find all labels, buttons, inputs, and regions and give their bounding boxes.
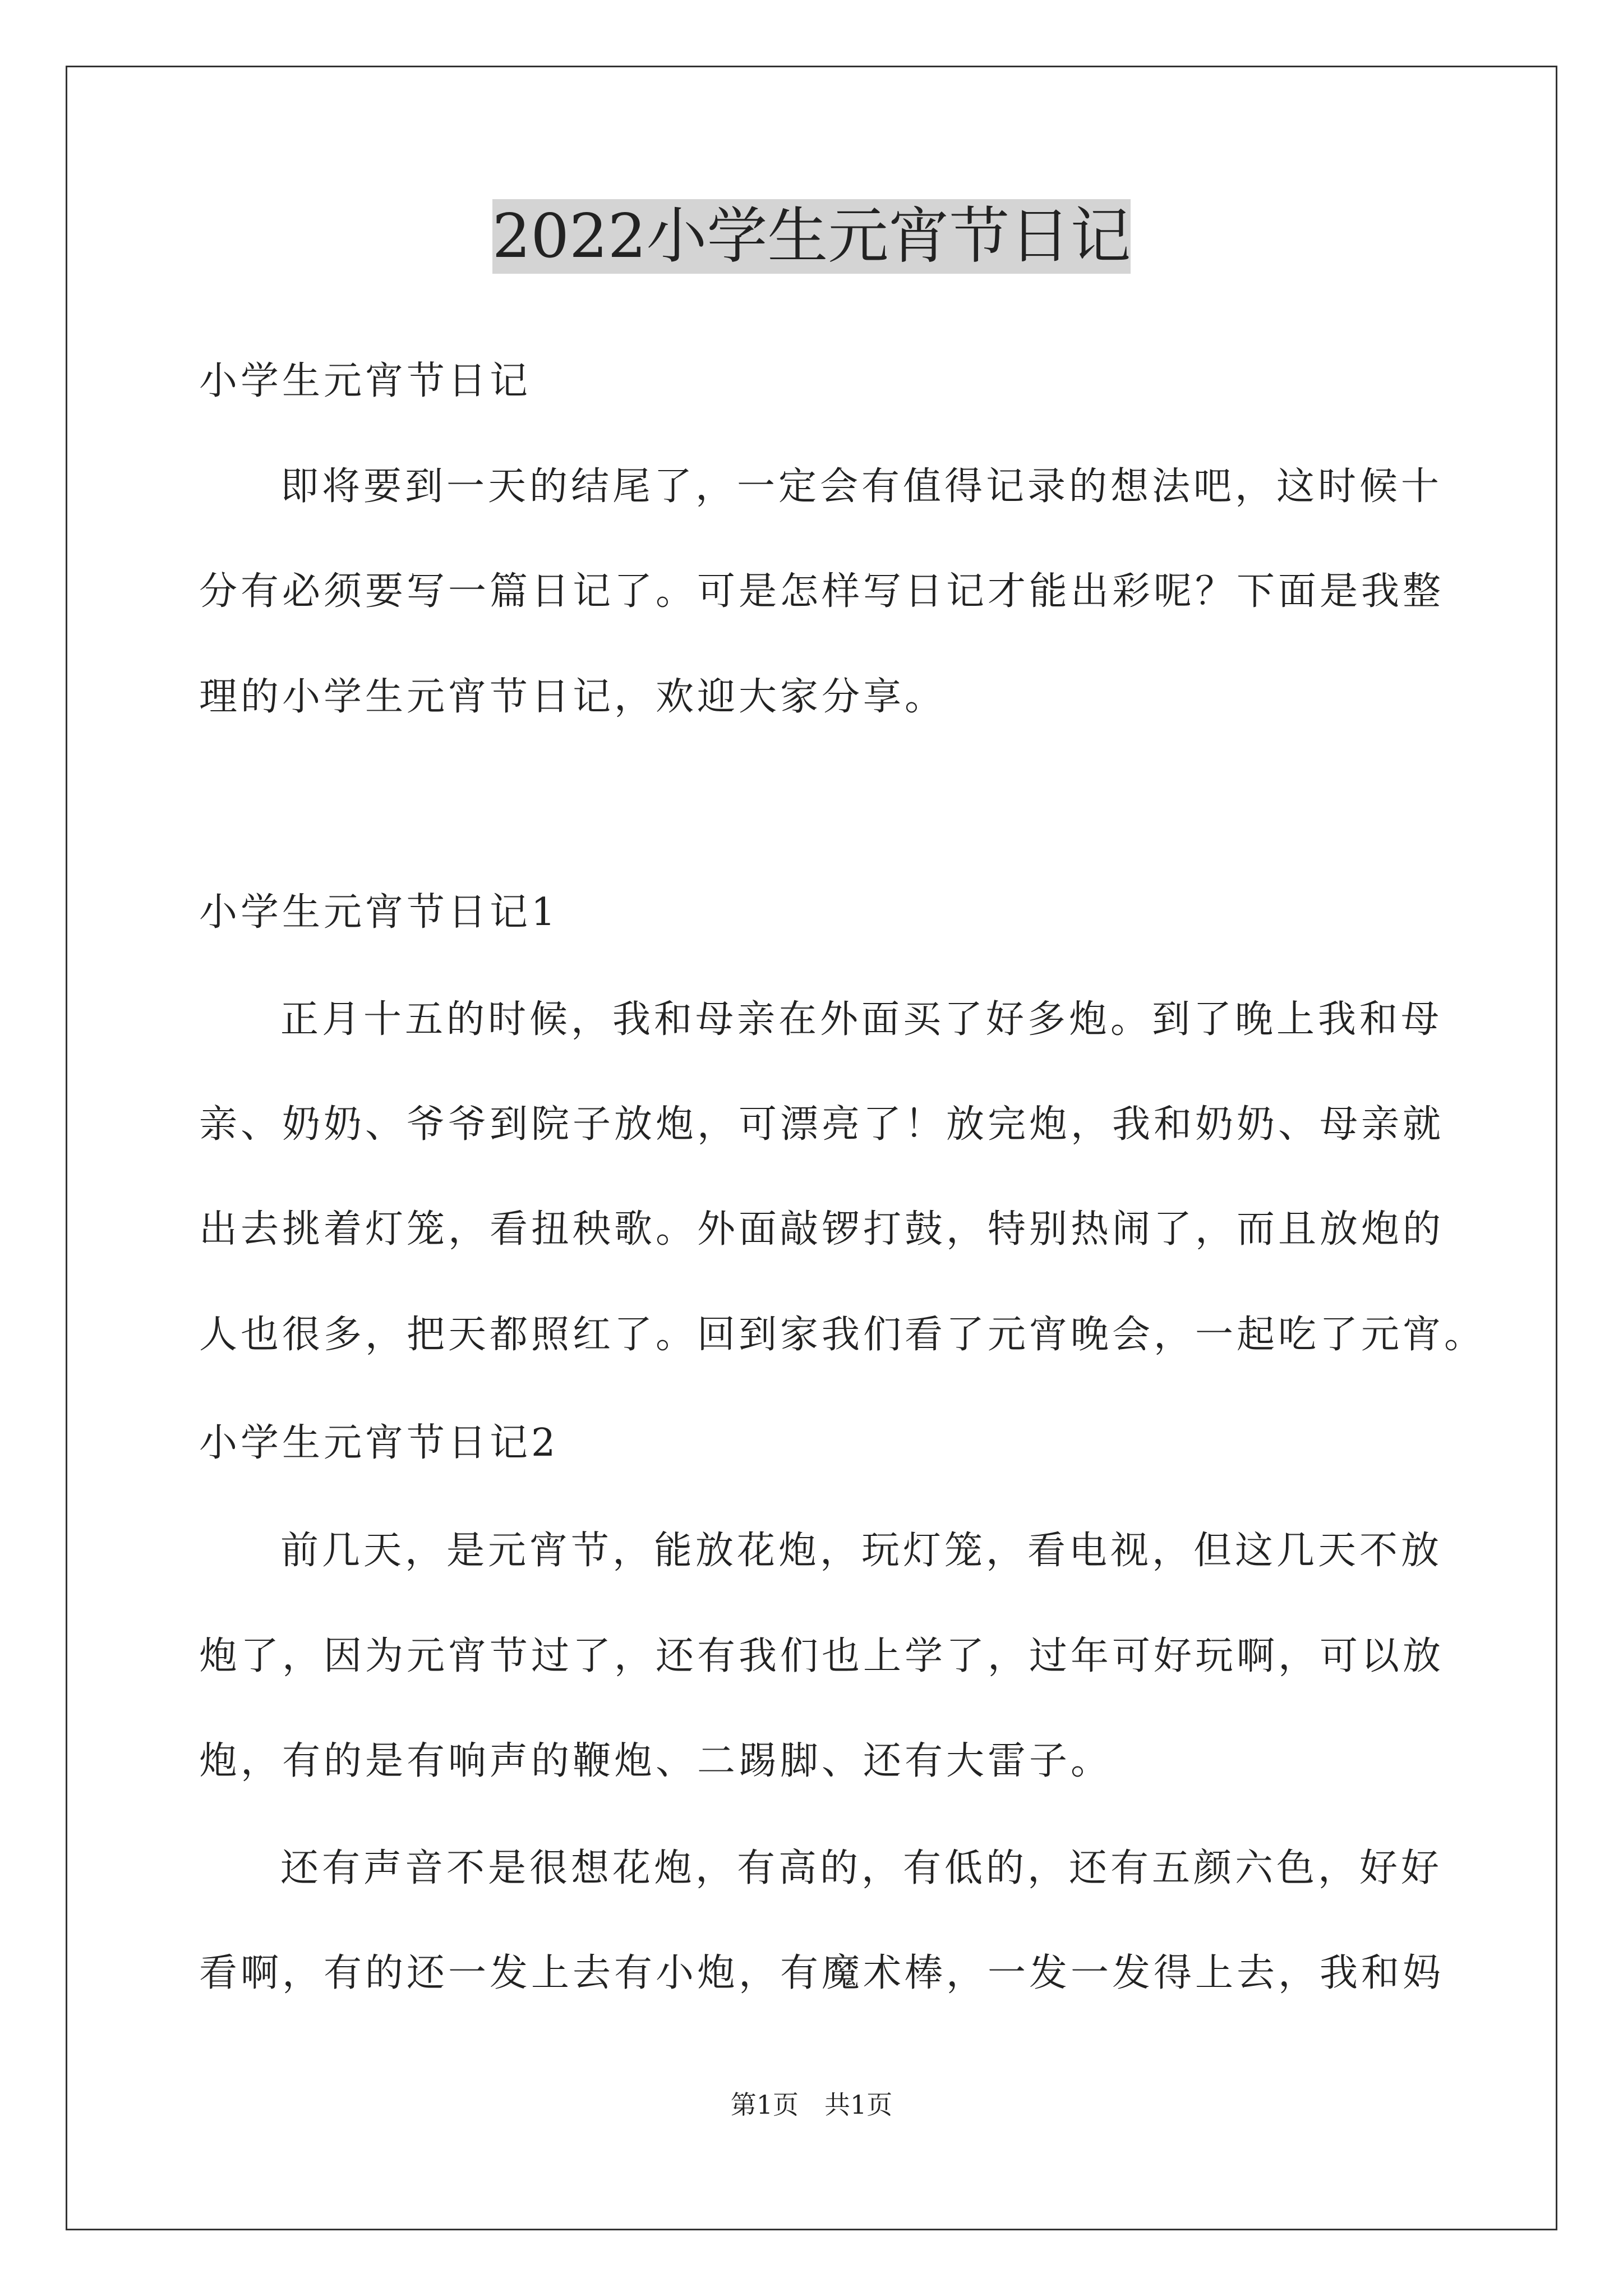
paragraph-line: 出去挑着灯笼，看扭秧歌。外面敲锣打鼓，特别热闹了，而且放炮的 (199, 1207, 1445, 1251)
paragraph-line: 即将要到一天的结尾了，一定会有值得记录的想法吧，这时候十 (280, 464, 1443, 509)
page-footer: 第1页 共1页 (730, 2090, 893, 2120)
paragraph-line: 理的小学生元宵节日记，欢迎大家分享。 (199, 675, 947, 719)
section-heading: 小学生元宵节日记1 (199, 890, 559, 935)
document-title (0, 192, 1623, 282)
document-title-text: 2022小学生元宵节日记 (492, 199, 1131, 274)
paragraph-line: 人也很多，把天都照红了。回到家我们看了元宵晚会，一起吃了元宵。 (199, 1313, 1486, 1357)
paragraph-line: 分有必须要写一篇日记了。可是怎样写日记才能出彩呢？下面是我整 (199, 569, 1445, 614)
paragraph-line: 正月十五的时候，我和母亲在外面买了好多炮。到了晚上我和母 (280, 997, 1443, 1042)
paragraph-line: 前几天，是元宵节，能放花炮，玩灯笼，看电视，但这几天不放 (280, 1529, 1443, 1573)
section-heading: 小学生元宵节日记 (199, 359, 532, 403)
paragraph-line: 还有声音不是很想花炮，有高的，有低的，还有五颜六色，好好 (280, 1846, 1443, 1890)
paragraph-line: 炮，有的是有响声的鞭炮、二踢脚、还有大雷子。 (199, 1739, 1113, 1783)
paragraph-line: 炮了，因为元宵节过了，还有我们也上学了，过年可好玩啊，可以放 (199, 1634, 1445, 1678)
section-heading: 小学生元宵节日记2 (199, 1421, 559, 1465)
paragraph-line: 看啊，有的还一发上去有小炮，有魔术棒，一发一发得上去，我和妈 (199, 1951, 1445, 1995)
paragraph-line: 亲、奶奶、爷爷到院子放炮，可漂亮了！放完炮，我和奶奶、母亲就 (199, 1102, 1445, 1147)
